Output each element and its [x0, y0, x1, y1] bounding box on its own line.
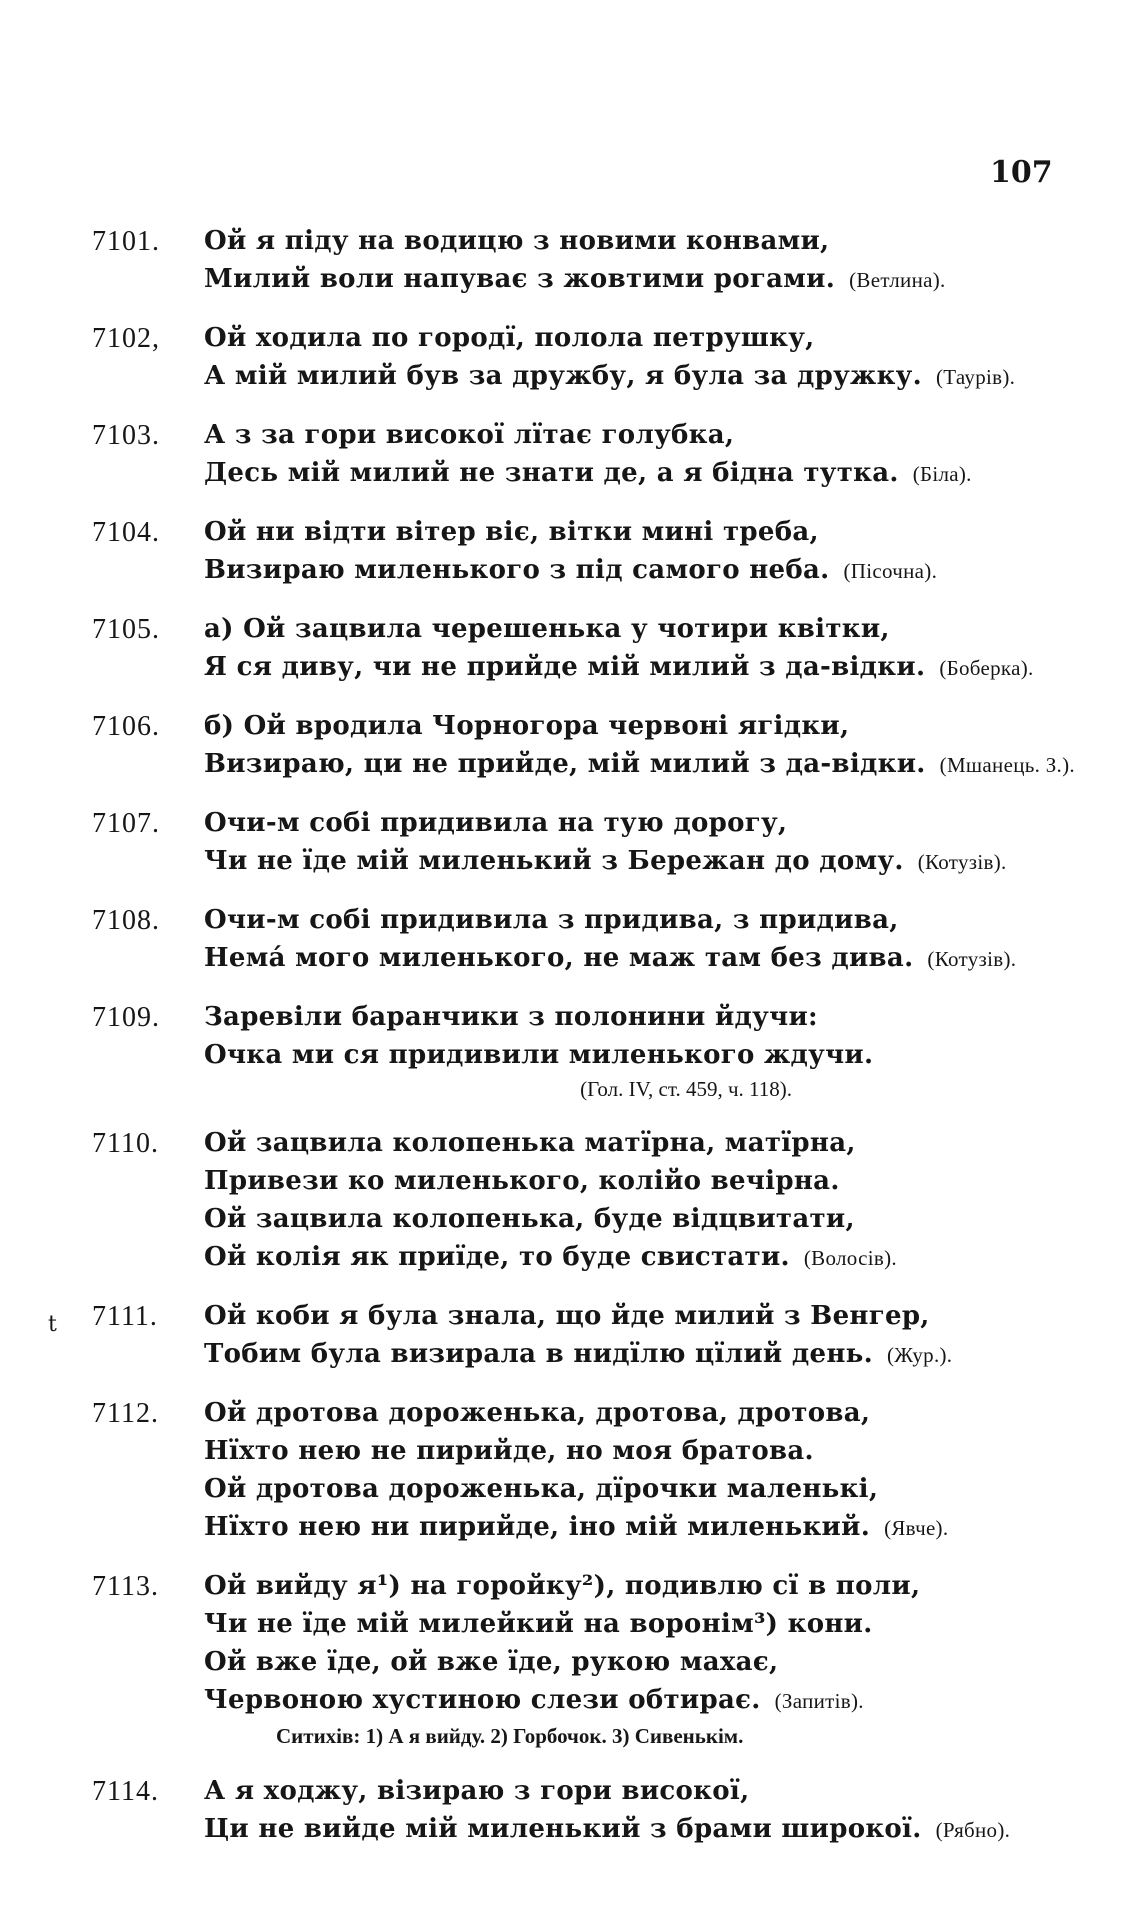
source-village: (Запитів). [774, 1689, 864, 1713]
source-village: (Рябно). [935, 1818, 1011, 1842]
entry-number: 7107. [92, 808, 160, 839]
song-entry [92, 513, 1092, 590]
source-village: (Пісочна). [843, 559, 938, 583]
song-entry [92, 416, 1092, 493]
source-village: (Жур.). [886, 1343, 953, 1367]
verse-line: Очи-м собі придивила на тую дорогу, [204, 808, 788, 838]
verse-line: Ой колія як приїде, то буде свистати. (Волосів). [204, 1242, 897, 1272]
verse-line: б) Ой вродила Чорногора червоні ягідки, [204, 711, 850, 741]
verse-line: Червоною хустиною слези обтирає. (Запитів). [204, 1685, 864, 1715]
song-entry [92, 901, 1092, 978]
entry-number: 7104. [92, 517, 160, 548]
verse-line: Десь мій милий не знати де, а я бідна тутка. (Біла). [204, 458, 972, 488]
verse-line: А з за гори високої лїтає голубка, [204, 420, 735, 450]
source-village: (Біла). [912, 462, 972, 486]
verse-line: Ой коби я була знала, що йде милий з Венгер, [204, 1301, 930, 1331]
entry-number: 7110. [92, 1128, 159, 1159]
song-entry [92, 707, 1092, 784]
source-village: (Явче). [884, 1516, 949, 1540]
verse-line: Очка ми ся придивили миленького ждучи. [204, 1040, 874, 1070]
verse-line: Ой зацвила колопенька, буде відцвитати, [204, 1204, 855, 1234]
entry-number: 7114. [92, 1776, 159, 1807]
song-entry [92, 1567, 1092, 1752]
entries-list [92, 222, 1092, 1869]
verse-line: Ой вже їде, ой вже їде, рукою махає, [204, 1647, 779, 1677]
verse-line: Тобим була визирала в нидїлю цїлий день. (Жур.). [204, 1339, 953, 1369]
entry-number: 7108. [92, 905, 160, 936]
verse-line: Визираю миленького з під самого неба. (Пісочна). [204, 555, 938, 585]
source-village: (Котузів). [927, 947, 1017, 971]
source-village: (Ветлина). [849, 268, 946, 292]
song-entry [92, 1297, 1092, 1374]
verse-line: Ой ни відти вітер віє, вітки мині треба, [204, 517, 819, 547]
verse-line: Ой вийду я¹) на горойку²), подивлю сї в поли, [204, 1571, 921, 1601]
entry-number: 7105. [92, 614, 160, 645]
entry-number: 7113. [92, 1571, 159, 1602]
page-number: 107 [990, 155, 1053, 190]
verse-line: Заревіли баранчики з полонини йдучи: [204, 1002, 818, 1032]
song-entry [92, 319, 1092, 396]
verse-line: Визираю, ци не прийде, мій милий з да-відки. (Мшанець. З.). [204, 749, 1075, 779]
stray-mark: t [48, 1312, 57, 1337]
verse-line: Нїхто нею не пирийде, но моя братова. [204, 1436, 814, 1466]
song-entry [92, 1772, 1092, 1849]
verse-line: Ой ходила по городї, полола петрушку, [204, 323, 815, 353]
verse-line: А я ходжу, візираю з гори високої, [204, 1776, 750, 1806]
variant-footnote: Ситихів: 1) А я вийду. 2) Горбочок. 3) Сивенькім. [276, 1724, 744, 1748]
entry-number: 7101. [92, 226, 160, 257]
verse-line: Ой дротова дороженька, дїрочки маленькі, [204, 1474, 879, 1504]
song-entry [92, 610, 1092, 687]
source-village: (Таурів). [935, 365, 1016, 389]
verse-line: Я ся диву, чи не прийде мій милий з да-відки. (Боберка). [204, 652, 1034, 682]
verse-line: Чи не їде мій милейкий на воронім³) кони. [204, 1609, 873, 1639]
source-village: (Мшанець. З.). [939, 753, 1075, 777]
song-entry [92, 804, 1092, 881]
source-village: (Котузів). [917, 850, 1007, 874]
entry-number: 7111. [92, 1301, 158, 1332]
entry-number: 7103. [92, 420, 160, 451]
verse-line: Чи не їде мій миленький з Бережан до дому. (Котузів). [204, 846, 1007, 876]
entry-number: 7102, [92, 323, 160, 354]
entry-number: 7109. [92, 1002, 160, 1033]
verse-line: Ой я піду на водицю з новими конвами, [204, 226, 830, 256]
source-reference: (Гол. IV, ст. 459, ч. 118). [580, 1077, 792, 1101]
verse-line: Очи-м собі придивила з придива, з придива, [204, 905, 899, 935]
verse-line: Ой зацвила колопенька матїрна, матїрна, [204, 1128, 856, 1158]
song-entry [92, 222, 1092, 299]
verse-line: Привези ко миленького, колійо вечірна. [204, 1166, 840, 1196]
source-village: (Боберка). [939, 656, 1034, 680]
song-entry [92, 1394, 1092, 1547]
entry-number: 7106. [92, 711, 160, 742]
verse-line: А мій милий був за дружбу, я була за дружку. (Таурів). [204, 361, 1016, 391]
verse-line: Ци не вийде мій миленький з брами широкої. (Рябно). [204, 1814, 1011, 1844]
song-entry [92, 998, 1092, 1104]
song-entry [92, 1124, 1092, 1277]
entry-number: 7112. [92, 1398, 159, 1429]
verse-line: а) Ой зацвила черешенька у чотири квітки, [204, 614, 890, 644]
verse-line: Милий воли напуває з жовтими рогами. (Ветлина). [204, 264, 946, 294]
source-village: (Волосів). [803, 1246, 897, 1270]
verse-line: Немá мого миленького, не маж там без дива. (Котузів). [204, 943, 1017, 973]
verse-line: Нїхто нею ни пирийде, іно мій миленький. (Явче). [204, 1512, 949, 1542]
verse-line: Ой дротова дороженька, дротова, дротова, [204, 1398, 871, 1428]
